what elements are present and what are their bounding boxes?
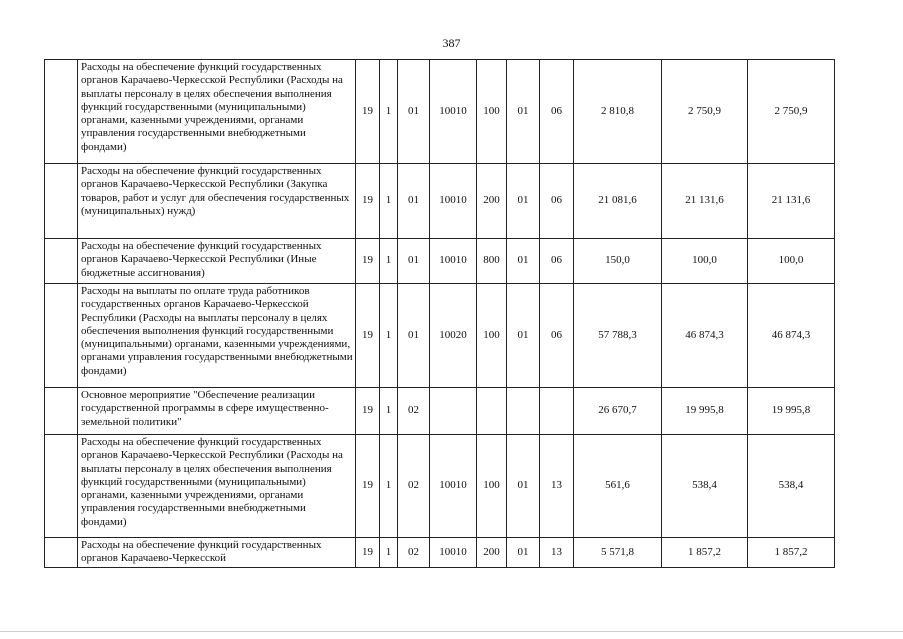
table-row (45, 538, 835, 568)
code-cell: 01 (507, 435, 540, 538)
row-description: Расходы на обеспечение функций государственных органов Карачаево-Черкесской Республики (Расходы на выплаты персоналу в целях обеспечения выполнения функций государственными (муниципальными) органами, казенными учреждениями, органами управления государственными внебюджетными фондами) (78, 435, 356, 538)
amount-cell: 1 857,2 (662, 538, 748, 568)
code-cell: 06 (540, 60, 574, 164)
amount-cell: 26 670,7 (574, 388, 662, 435)
amount-cell: 19 995,8 (748, 388, 835, 435)
code-cell: 06 (540, 164, 574, 239)
empty-cell (45, 164, 78, 239)
code-cell: 19 (356, 435, 380, 538)
table-row (45, 435, 835, 538)
empty-cell (45, 60, 78, 164)
table-row (45, 284, 835, 388)
code-cell: 19 (356, 388, 380, 435)
amount-cell: 19 995,8 (662, 388, 748, 435)
empty-cell (45, 388, 78, 435)
code-cell: 01 (507, 538, 540, 568)
row-description: Расходы на выплаты по оплате труда работников государственных органов Карачаево-Черкесской Республики (Расходы на выплаты персоналу в целях обеспечения выполнения функций государственными (муниципальными) органами, казенными учреждениями, органами управления государственными внебюджетными фондами) (78, 284, 356, 388)
code-cell: 01 (507, 239, 540, 284)
amount-cell: 5 571,8 (574, 538, 662, 568)
code-cell: 10010 (430, 164, 477, 239)
table-row (45, 60, 835, 164)
amount-cell: 2 750,9 (748, 60, 835, 164)
page-number: 387 (442, 36, 461, 50)
code-cell: 13 (540, 435, 574, 538)
row-description: Основное мероприятие "Обеспечение реализации государственной программы в сфере имущественно-земельной политики" (78, 388, 356, 435)
code-cell: 19 (356, 164, 380, 239)
code-cell: 02 (398, 388, 430, 435)
code-cell: 1 (380, 388, 398, 435)
empty-cell (45, 239, 78, 284)
amount-cell: 100,0 (662, 239, 748, 284)
amount-cell: 561,6 (574, 435, 662, 538)
row-description: Расходы на обеспечение функций государственных органов Карачаево-Черкесской (78, 538, 356, 568)
code-cell: 1 (380, 164, 398, 239)
code-cell: 13 (540, 538, 574, 568)
code-cell: 19 (356, 60, 380, 164)
amount-cell: 150,0 (574, 239, 662, 284)
empty-cell (45, 284, 78, 388)
table-row (45, 164, 835, 239)
code-cell: 01 (398, 164, 430, 239)
code-cell: 19 (356, 284, 380, 388)
code-cell: 06 (540, 239, 574, 284)
table-row (45, 239, 835, 284)
code-cell (540, 388, 574, 435)
code-cell: 200 (477, 538, 507, 568)
amount-cell: 21 081,6 (574, 164, 662, 239)
code-cell: 1 (380, 538, 398, 568)
amount-cell: 21 131,6 (662, 164, 748, 239)
code-cell: 01 (398, 239, 430, 284)
amount-cell: 1 857,2 (748, 538, 835, 568)
budget-table (44, 59, 835, 568)
empty-cell (45, 435, 78, 538)
amount-cell: 2 810,8 (574, 60, 662, 164)
code-cell: 19 (356, 239, 380, 284)
code-cell: 100 (477, 435, 507, 538)
empty-cell (45, 538, 78, 568)
code-cell: 800 (477, 239, 507, 284)
code-cell (477, 388, 507, 435)
row-description: Расходы на обеспечение функций государственных органов Карачаево-Черкесской Республики (Закупка товаров, работ и услуг для обеспечения государственных (муниципальных) нужд) (78, 164, 356, 239)
code-cell: 10010 (430, 435, 477, 538)
amount-cell: 57 788,3 (574, 284, 662, 388)
row-description: Расходы на обеспечение функций государственных органов Карачаево-Черкесской Республики (Иные бюджетные ассигнования) (78, 239, 356, 284)
amount-cell: 538,4 (662, 435, 748, 538)
code-cell: 10020 (430, 284, 477, 388)
table-row (45, 388, 835, 435)
code-cell: 1 (380, 435, 398, 538)
code-cell: 1 (380, 239, 398, 284)
code-cell: 01 (507, 60, 540, 164)
code-cell: 01 (398, 284, 430, 388)
code-cell: 10010 (430, 239, 477, 284)
code-cell: 02 (398, 435, 430, 538)
code-cell: 100 (477, 60, 507, 164)
code-cell: 02 (398, 538, 430, 568)
code-cell: 01 (398, 60, 430, 164)
page-bottom-rule (0, 631, 903, 632)
code-cell: 200 (477, 164, 507, 239)
row-description: Расходы на обеспечение функций государственных органов Карачаево-Черкесской Республики (Расходы на выплаты персоналу в целях обеспечения выполнения функций государственными (муниципальными) органами, казенными учреждениями, органами управления государственными внебюджетными фондами) (78, 60, 356, 164)
code-cell: 01 (507, 284, 540, 388)
amount-cell: 46 874,3 (748, 284, 835, 388)
code-cell: 10010 (430, 60, 477, 164)
code-cell: 06 (540, 284, 574, 388)
code-cell: 100 (477, 284, 507, 388)
code-cell: 1 (380, 60, 398, 164)
code-cell (507, 388, 540, 435)
code-cell: 01 (507, 164, 540, 239)
amount-cell: 46 874,3 (662, 284, 748, 388)
code-cell (430, 388, 477, 435)
amount-cell: 21 131,6 (748, 164, 835, 239)
amount-cell: 538,4 (748, 435, 835, 538)
amount-cell: 2 750,9 (662, 60, 748, 164)
amount-cell: 100,0 (748, 239, 835, 284)
code-cell: 1 (380, 284, 398, 388)
code-cell: 10010 (430, 538, 477, 568)
code-cell: 19 (356, 538, 380, 568)
